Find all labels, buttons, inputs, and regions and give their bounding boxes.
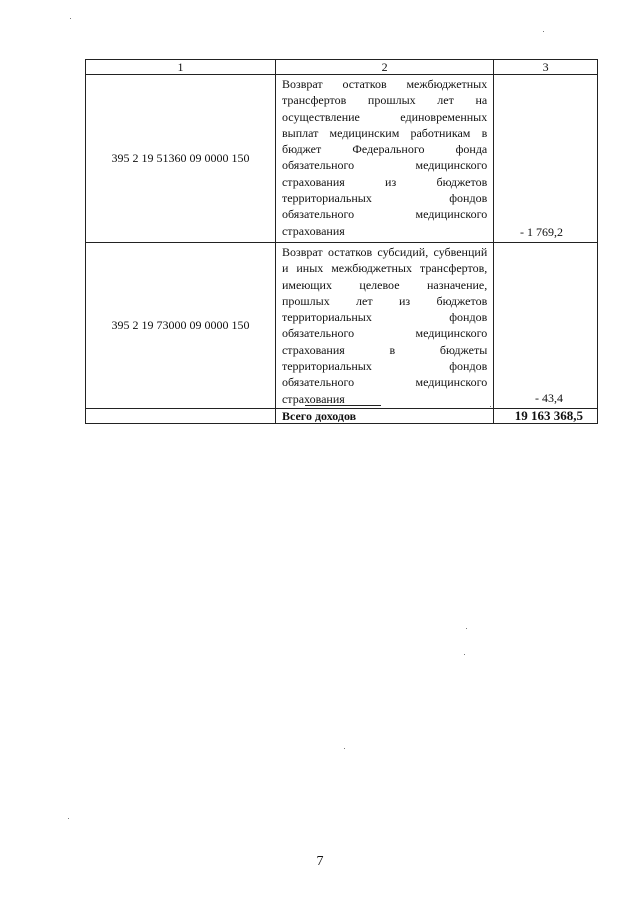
scan-speck	[490, 406, 491, 407]
scan-speck	[464, 654, 465, 655]
scan-speck	[70, 18, 71, 19]
total-row	[86, 408, 598, 423]
column-header-3: 3	[494, 60, 598, 75]
description-cell: Возврат остатков субсидий, субвенций и иных межбюджетных трансфертов, имеющих целевое назначение, прошлых лет из бюджетов территориальных фондов обязательного медицинского страхования в бюджеты территориальных фондов обязательного медицинского страхования	[275, 243, 493, 409]
budget-code-cell: 395 2 19 73000 09 0000 150	[86, 243, 276, 409]
total-empty-cell	[86, 408, 276, 423]
scan-speck	[68, 818, 69, 819]
table-header-row	[86, 60, 598, 75]
column-header-1: 1	[86, 60, 276, 75]
table-row	[86, 75, 598, 243]
amount-cell: - 1 769,2	[494, 75, 598, 243]
table-row	[86, 243, 598, 409]
revenue-table	[85, 59, 598, 424]
page-number: 7	[316, 854, 324, 869]
budget-code-cell: 395 2 19 51360 09 0000 150	[86, 75, 276, 243]
scan-speck	[344, 748, 345, 749]
total-amount: 19 163 368,5	[494, 408, 598, 423]
scan-speck	[543, 31, 544, 32]
amount-cell: - 43,4	[494, 243, 598, 409]
closing-rule	[305, 405, 381, 406]
column-header-2: 2	[275, 60, 493, 75]
total-label: Всего доходов	[275, 408, 493, 423]
description-cell: Возврат остатков межбюджетных трансфертов прошлых лет на осуществление единовременных выплат медицинским работникам в бюджет Федерального фонда обязательного медицинского страхования из бюджетов территориальных фондов обязательного медицинского страхования	[275, 75, 493, 243]
scan-speck	[466, 628, 467, 629]
